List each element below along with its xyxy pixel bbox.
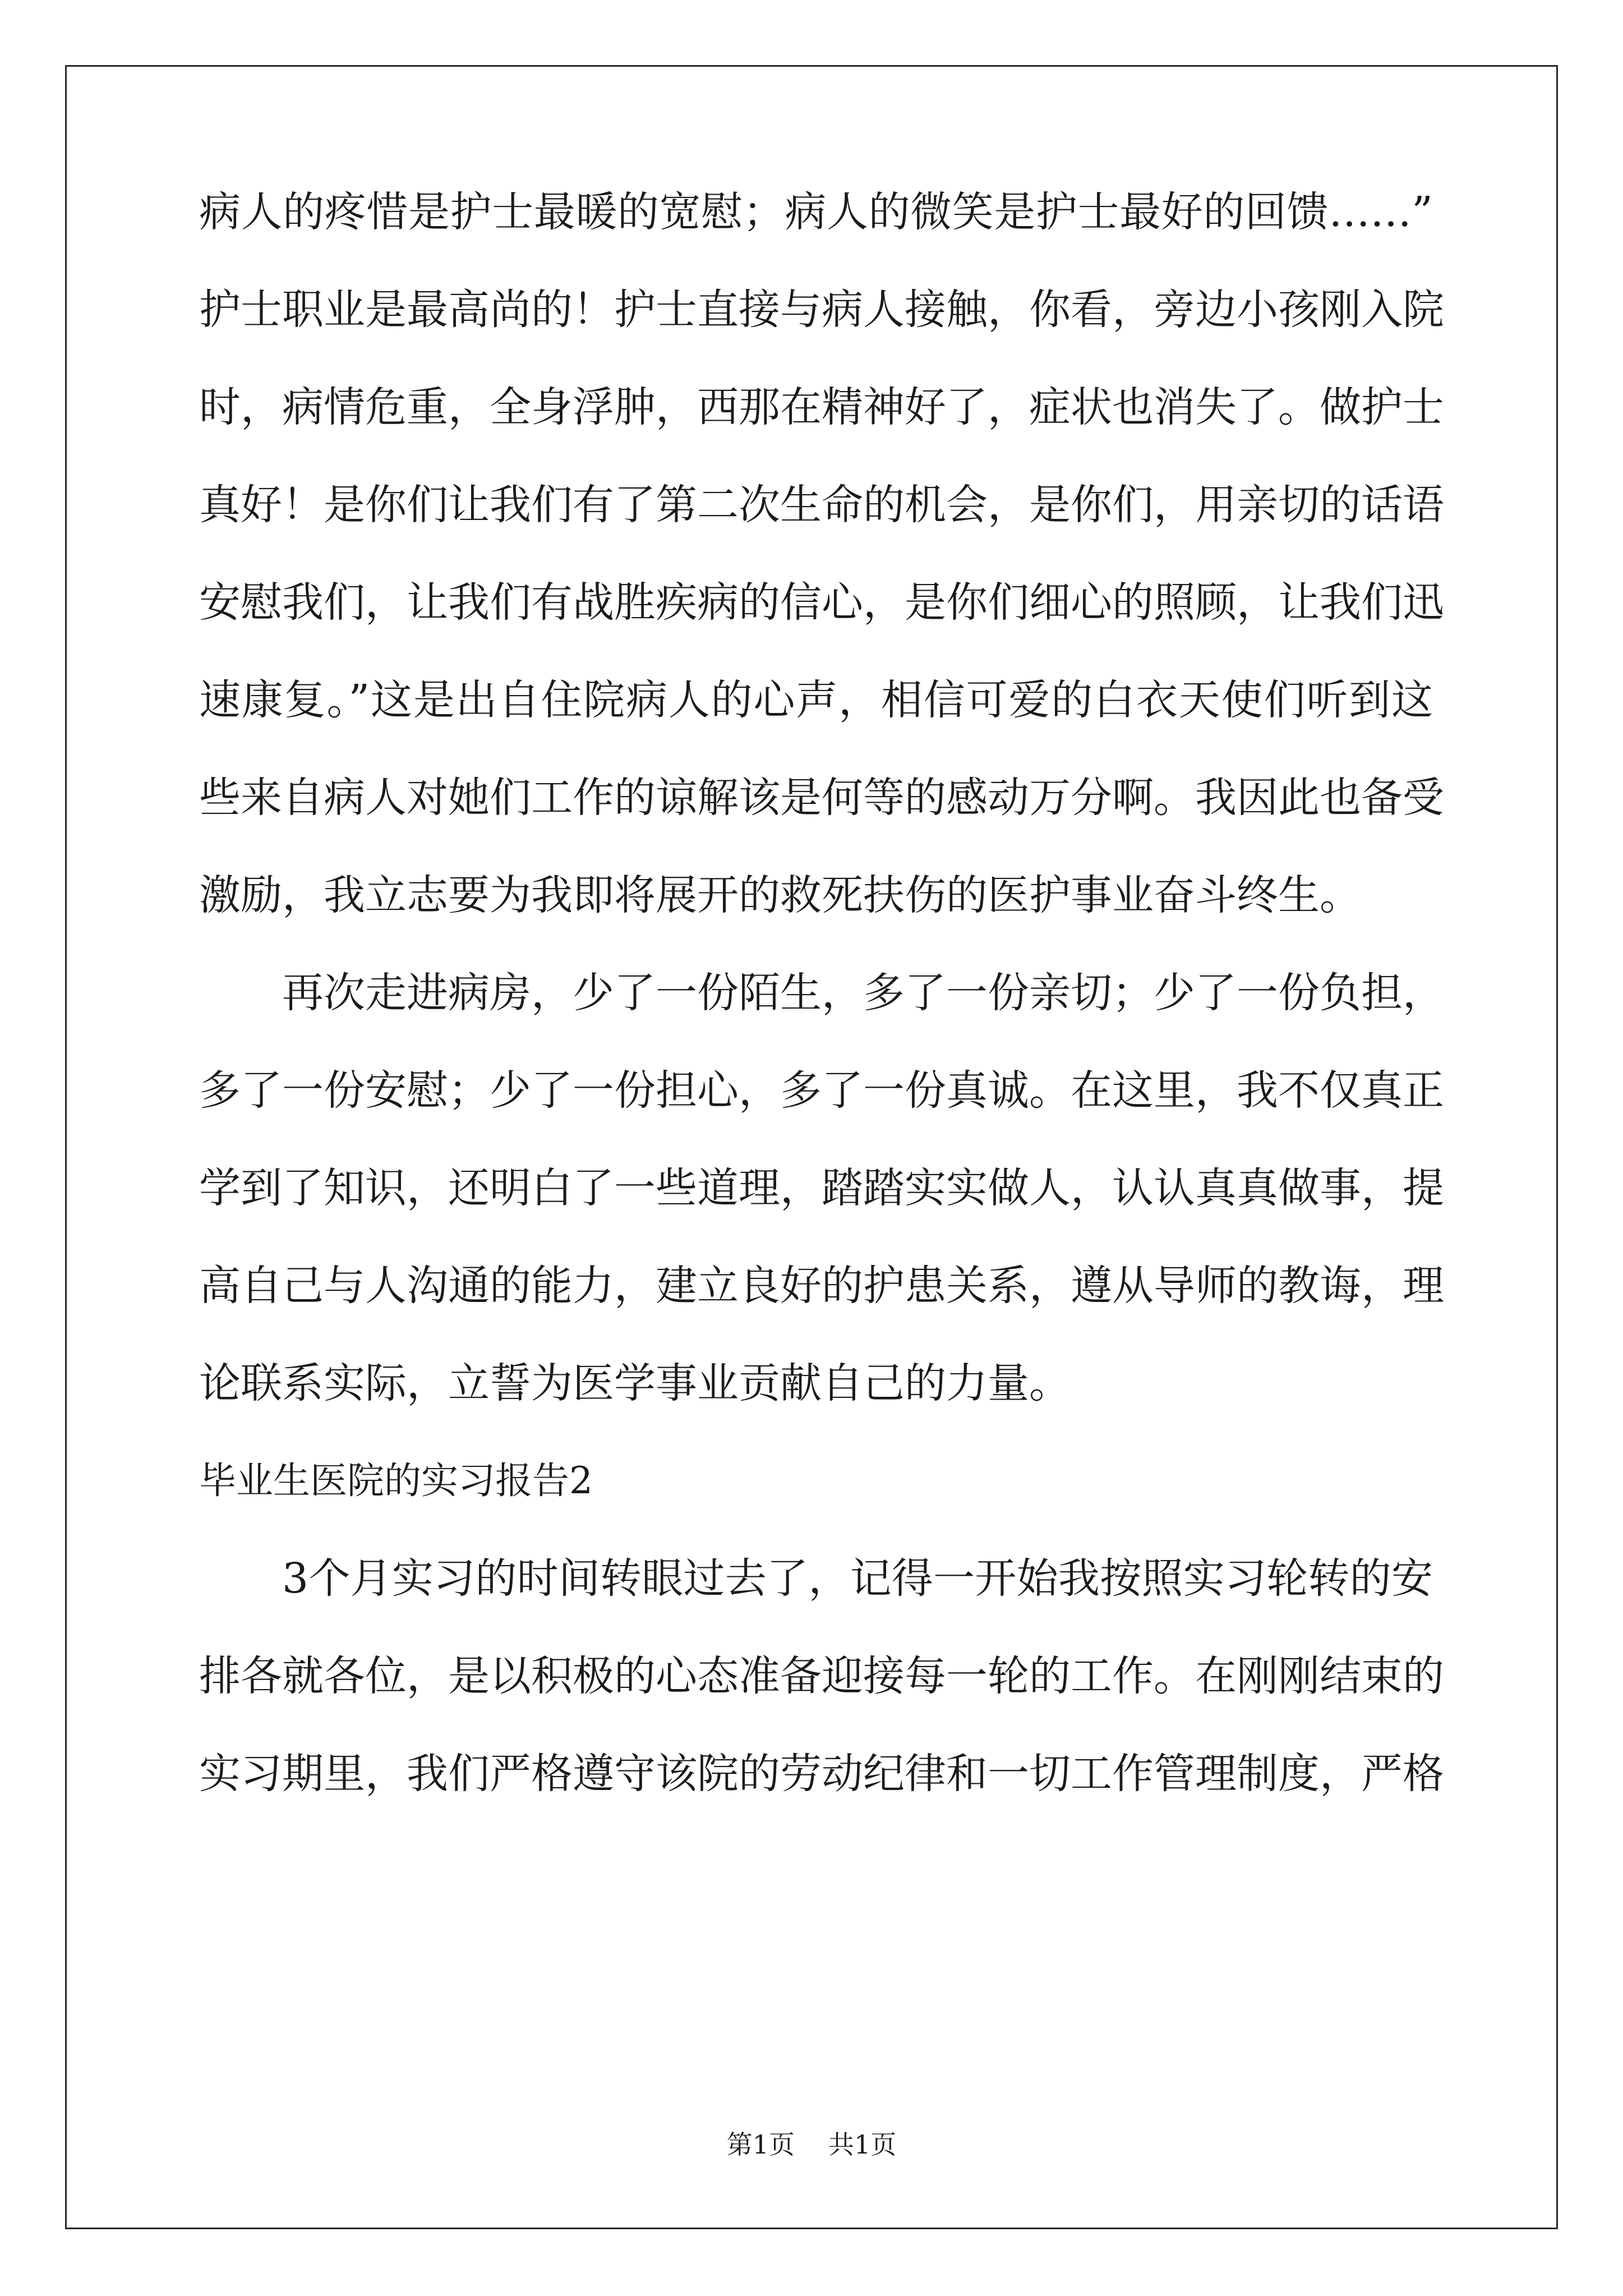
text-line: 病人的疼惜是护士最暖的宽慰；病人的微笑是护士最好的回馈……” — [199, 188, 1433, 236]
text-line: 真好！是你们让我们有了第二次生命的机会，是你们，用亲切的话语 — [199, 481, 1444, 529]
text-line: 护士职业是最高尚的！护士直接与病人接触，你看，旁边小孩刚入院 — [199, 286, 1444, 334]
text-line: 实习期里，我们严格遵守该院的劳动纪律和一切工作管理制度，严格 — [199, 1750, 1444, 1798]
page-footer — [0, 2129, 1623, 2160]
text-line: 多了一份安慰；少了一份担心，多了一份真诚。在这里，我不仅真正 — [199, 1066, 1444, 1115]
text-line: 学到了知识，还明白了一些道理，踏踏实实做人，认认真真做事，提 — [199, 1164, 1444, 1212]
page-total: 共1页 — [828, 2129, 897, 2160]
paragraph-first-line: 再次走进病房，少了一份陌生，多了一份亲切；少了一份负担， — [282, 969, 1444, 1017]
paragraph-end-line: 激励，我立志要为我即将展开的救死扶伤的医护事业奋斗终生。 — [199, 871, 1361, 919]
text-line: 时，病情危重，全身浮肿，西那在精神好了，症状也消失了。做护士 — [199, 383, 1444, 431]
document-body — [199, 188, 1444, 1851]
text-line: 高自己与人沟通的能力，建立良好的护患关系，遵从导师的教诲，理 — [199, 1262, 1444, 1310]
text-line: 些来自病人对她们工作的谅解该是何等的感动万分啊。我因此也备受 — [199, 774, 1444, 822]
text-line: 排各就各位，是以积极的心态准备迎接每一轮的工作。在刚刚结束的 — [199, 1652, 1444, 1700]
paragraph-first-line: 3个月实习的时间转眼过去了，记得一开始我按照实习轮转的安 — [282, 1554, 1433, 1603]
text-line: 速康复。”这是出自住院病人的心声，相信可爱的白衣天使们听到这 — [199, 676, 1433, 724]
text-line: 安慰我们，让我们有战胜疾病的信心，是你们细心的照顾，让我们迅 — [199, 578, 1444, 627]
page-number: 第1页 — [726, 2129, 795, 2160]
paragraph-end-line: 论联系实际，立誓为医学事业贡献自己的力量。 — [199, 1359, 1071, 1407]
section-heading: 毕业生医院的实习报告2 — [199, 1459, 593, 1502]
